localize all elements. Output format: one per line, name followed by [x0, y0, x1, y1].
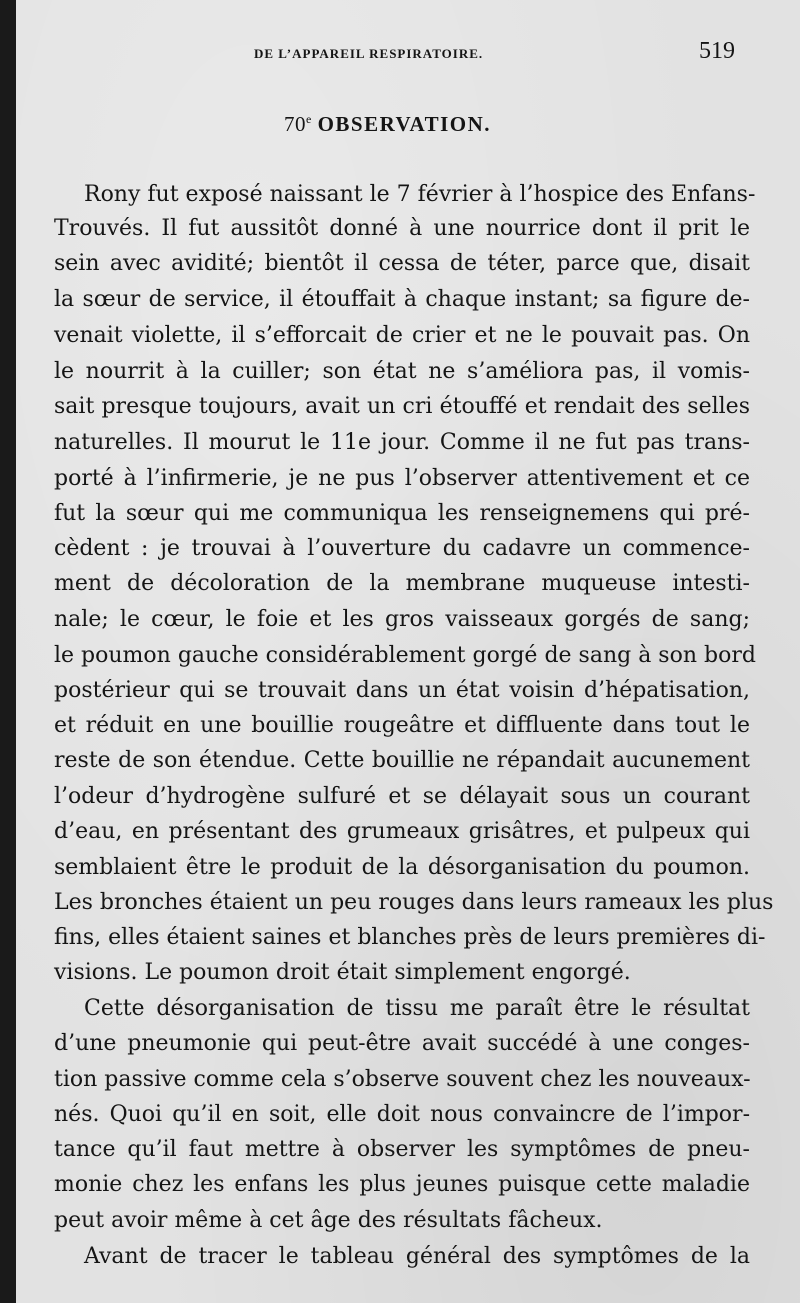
observation-title	[284, 112, 491, 137]
text-line: reste de son étendue. Cette bouillie ne répandait aucunement	[54, 748, 750, 773]
observation-number-suffix: e	[306, 112, 312, 126]
text-line: sein avec avidité; bientôt il cessa de téter, parce que, disait	[54, 251, 750, 276]
text-line: tion passive comme cela s’observe souvent chez les nouveaux-	[54, 1067, 751, 1092]
text-line: d’une pneumonie qui peut-être avait succédé à une conges-	[54, 1031, 750, 1056]
text-line: la sœur de service, il étouffait à chaque instant; sa figure de-	[54, 287, 750, 312]
text-line: Cette désorganisation de tissu me paraît être le résultat	[84, 996, 750, 1021]
text-line: Rony fut exposé naissant le 7 février à l’hospice des Enfans-	[84, 182, 756, 207]
text-line: le poumon gauche considérablement gorgé de sang à son bord	[54, 643, 756, 668]
text-line: et réduit en une bouillie rougeâtre et diffluente dans tout le	[54, 713, 750, 738]
text-line: ment de décoloration de la membrane muqueuse intesti-	[54, 571, 750, 596]
running-head: DE L’APPAREIL RESPIRATOIRE.	[254, 46, 484, 61]
text-line: postérieur qui se trouvait dans un état voisin d’hépatisation,	[54, 678, 750, 703]
text-line: venait violette, il s’efforcait de crier et ne le pouvait pas. On	[54, 323, 750, 348]
text-line: fut la sœur qui me communiqua les renseignemens qui pré-	[54, 501, 750, 526]
text-line: peut avoir même à cet âge des résultats fâcheux.	[54, 1208, 603, 1233]
text-line: tance qu’il faut mettre à observer les symptômes de pneu-	[54, 1137, 750, 1162]
page-number: 519	[699, 38, 735, 64]
text-line: naturelles. Il mourut le 11e jour. Comme il ne fut pas trans-	[54, 430, 750, 455]
text-line: fins, elles étaient saines et blanches près de leurs premières di-	[54, 925, 766, 950]
text-line: le nourrit à la cuiller; son état ne s’améliora pas, il vomis-	[54, 359, 750, 384]
text-line: nés. Quoi qu’il en soit, elle doit nous convaincre de l’impor-	[54, 1102, 750, 1127]
book-page	[16, 0, 800, 1303]
text-line: sait presque toujours, avait un cri étouffé et rendait des selles	[54, 394, 750, 419]
observation-number: 70	[284, 112, 306, 136]
text-line: l’odeur d’hydrogène sulfuré et se délayait sous un courant	[54, 784, 750, 809]
text-line: Avant de tracer le tableau général des symptômes de la	[84, 1244, 750, 1269]
text-line: Les bronches étaient un peu rouges dans leurs rameaux les plus	[54, 890, 774, 915]
text-line: monie chez les enfans les plus jeunes puisque cette maladie	[54, 1172, 750, 1197]
text-line: d’eau, en présentant des grumeaux grisâtres, et pulpeux qui	[54, 819, 750, 844]
text-line: semblaient être le produit de la désorganisation du poumon.	[54, 855, 750, 880]
text-line: Trouvés. Il fut aussitôt donné à une nourrice dont il prit le	[54, 216, 750, 241]
text-line: nale; le cœur, le foie et les gros vaisseaux gorgés de sang;	[54, 607, 750, 632]
text-line: porté à l’infirmerie, je ne pus l’observer attentivement et ce	[54, 466, 750, 491]
observation-heading: OBSERVATION.	[317, 112, 492, 136]
text-line: cèdent : je trouvai à l’ouverture du cadavre un commence-	[54, 536, 750, 561]
text-line: visions. Le poumon droit était simplement engorgé.	[54, 960, 631, 985]
